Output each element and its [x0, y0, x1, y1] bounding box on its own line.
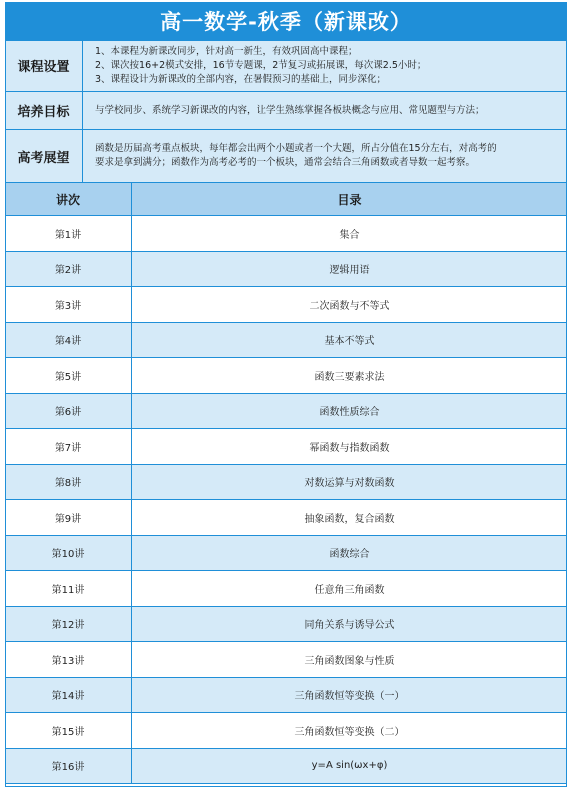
topic-cell: 函数性质综合: [319, 407, 380, 419]
lecture-cell: 第12讲: [5, 607, 132, 642]
info-row-course-setup: [5, 40, 567, 92]
header-lecture: 讲次: [5, 183, 132, 215]
table-row: [5, 465, 567, 501]
table-row: [5, 429, 567, 465]
header-contents: 目录: [337, 192, 362, 207]
lecture-cell: 第6讲: [5, 394, 132, 429]
info-line: 要求是拿到满分；函数作为高考必考的一个板块，通常会结合三角函数或者导数一起考察。: [95, 157, 476, 168]
info-text: [83, 40, 567, 91]
lecture-cell: 第15讲: [5, 713, 132, 748]
lecture-cell: 第1讲: [5, 216, 132, 251]
table-row: [5, 536, 567, 572]
topic-cell: 集合: [339, 229, 360, 241]
lecture-cell: 第14讲: [5, 678, 132, 713]
topic-cell: 三角函数图象与性质: [304, 655, 395, 667]
info-text: [83, 92, 567, 129]
info-line: 1、本课程为新课改同步，针对高一新生，有效巩固高中课程；: [95, 45, 358, 57]
table-row: [5, 749, 567, 785]
topic-cell: 对数运算与对数函数: [304, 478, 395, 490]
lecture-cell: 第11讲: [5, 571, 132, 606]
topic-cell: y=A sin(ωx+φ): [311, 760, 388, 772]
page-title: 高一数学-秋季（新课改）: [5, 2, 567, 40]
info-line: 3、课程设计为新课改的全部内容，在暑假预习的基础上，同步深化；: [95, 73, 387, 85]
info-label: 高考展望: [5, 130, 83, 182]
info-label: 培养目标: [5, 92, 83, 129]
table-row: [5, 358, 567, 394]
table-row: [5, 394, 567, 430]
topic-cell: 同角关系与诱导公式: [304, 620, 395, 632]
table-header: [5, 183, 567, 216]
table-row: [5, 571, 567, 607]
table-row: [5, 323, 567, 359]
info-line: 函数是历届高考重点板块，每年都会出两个小题或者一个大题，所占分值在15分左右，对高考的: [95, 143, 497, 154]
info-row-training-goal: [5, 92, 567, 130]
table-row: [5, 678, 567, 714]
topic-cell: 抽象函数，复合函数: [304, 513, 395, 525]
lecture-cell: 第5讲: [5, 358, 132, 393]
topic-cell: 三角函数恒等变换（一）: [294, 691, 405, 703]
lecture-cell: 第2讲: [5, 252, 132, 287]
table-row: [5, 252, 567, 288]
topic-cell: 函数三要素求法: [314, 371, 385, 383]
table-row: [5, 713, 567, 749]
table-row: [5, 642, 567, 678]
topic-cell: 任意角三角函数: [314, 584, 385, 596]
info-line: 与学校同步、系统学习新课改的内容，让学生熟练掌握各板块概念与应用、常见题型与方法；: [95, 104, 485, 116]
topic-cell: 基本不等式: [324, 336, 375, 348]
lecture-cell: 第9讲: [5, 500, 132, 535]
lecture-cell: 第4讲: [5, 323, 132, 358]
info-label: 课程设置: [5, 40, 83, 91]
lecture-cell: 第3讲: [5, 287, 132, 322]
lecture-cell: 第10讲: [5, 536, 132, 571]
topic-cell: 二次函数与不等式: [309, 300, 390, 312]
lecture-cell: 第7讲: [5, 429, 132, 464]
topic-cell: 幂函数与指数函数: [309, 442, 390, 454]
info-text: [83, 130, 567, 182]
topic-cell: 三角函数恒等变换（二）: [294, 726, 405, 738]
table-row: [5, 607, 567, 643]
table-body: [5, 216, 567, 784]
lecture-cell: 第16讲: [5, 749, 132, 784]
info-row-exam-outlook: [5, 130, 567, 183]
lecture-cell: 第8讲: [5, 465, 132, 500]
topic-cell: 逻辑用语: [329, 265, 370, 277]
table-row: [5, 216, 567, 252]
table-row: [5, 287, 567, 323]
table-row: [5, 500, 567, 536]
info-line: 2、课次按16+2模式安排，16节专题课，2节复习或拓展课，每次课2.5小时；: [95, 59, 427, 71]
lecture-cell: 第13讲: [5, 642, 132, 677]
topic-cell: 函数综合: [329, 549, 370, 561]
